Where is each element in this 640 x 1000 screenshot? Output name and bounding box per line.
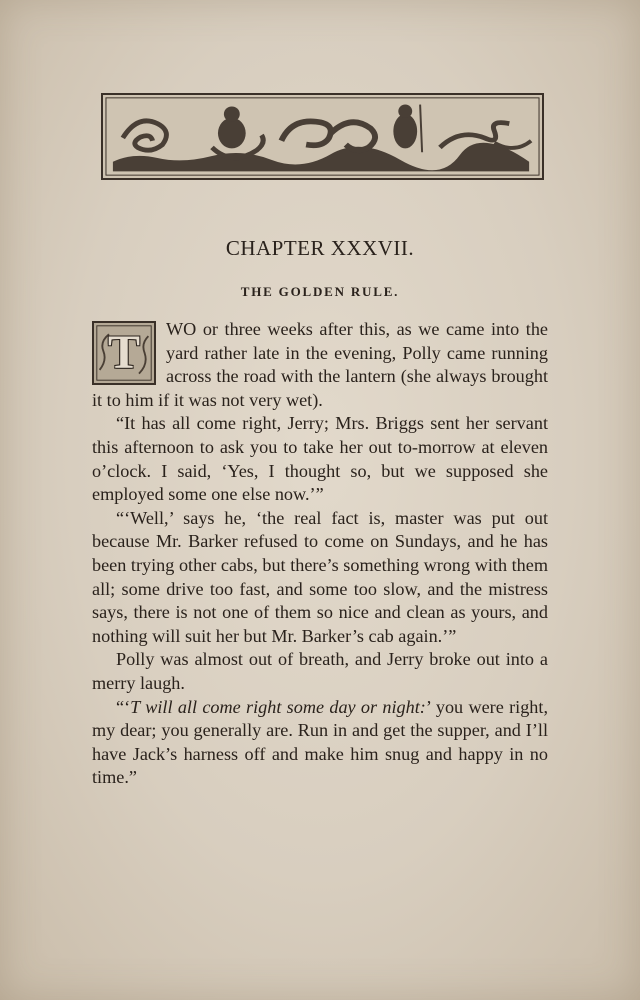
sea-creatures-ornament-icon: [103, 95, 542, 178]
ornamental-initial: [92, 321, 156, 385]
paragraph-4: Polly was almost out of breath, and Jerry broke out into a merry laugh.: [92, 649, 548, 693]
paragraph-3: “‘Well,’ says he, ‘the real fact is, master was put out because Mr. Barker refused to come on Sundays, and he has been trying other cabs, but there’s something wrong with them all; some drive too fast, and some too slow, and the mistress says, there is not one of them so nice and clean as yours, and nothing will suit her but Mr. Barker’s cab again.’”: [92, 507, 548, 646]
paragraph-1-text: WO or three weeks after this, as we came into the yard rather late in the evening, Polly came running across the road with the lantern (she always brought it to him if it was not very wet).: [92, 319, 548, 410]
paragraph-5: [92, 696, 548, 790]
chapter-body: [92, 318, 548, 790]
headpiece-ornament: [101, 93, 544, 180]
paragraph-5-quote-open: “‘: [116, 696, 131, 717]
chapter-subtitle: THE GOLDEN RULE.: [240, 284, 400, 299]
paragraph-1: [92, 318, 548, 412]
paragraph-2: “It has all come right, Jerry; Mrs. Briggs sent her servant this afternoon to ask you to take her out to-morrow at eleven o’clock. I said, ‘Yes, I thought so, but we supposed she employed some one else now.’”: [92, 413, 548, 505]
paragraph-5-rest: ’ you were right, my dear; you generally are. Run in and get the supper, and I’ll have Jack’s harness off and make him snug and happy in no time.”: [92, 696, 548, 788]
chapter-title: CHAPTER XXXVII.: [225, 236, 415, 260]
paragraph-5-italic: T will all come right some day or night:: [130, 696, 426, 717]
dropcap-letter: T: [107, 326, 140, 379]
